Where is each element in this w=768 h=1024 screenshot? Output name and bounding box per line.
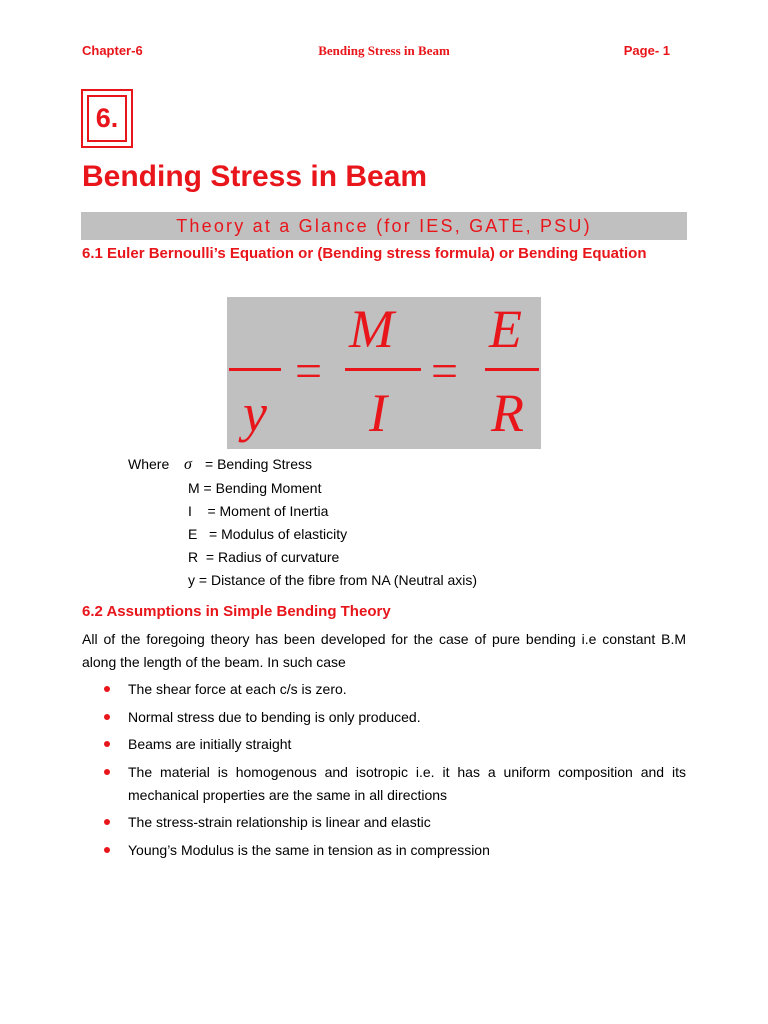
- list-item: [82, 733, 686, 756]
- list-item: [82, 761, 686, 807]
- fraction-bar-3: [485, 368, 539, 371]
- bullet-icon: [104, 714, 110, 720]
- fraction-bar-1: [229, 368, 281, 371]
- section-6-1-heading: 6.1 Euler Bernoulli’s Equation or (Bending stress formula) or Bending Equation: [82, 245, 647, 262]
- bending-equation: [227, 297, 541, 449]
- sigma-glyph: σ: [184, 456, 192, 473]
- section-6-2-paragraph: All of the foregoing theory has been developed for the case of pure bending i.e constant B.M along the length of the beam. In such case: [82, 631, 686, 670]
- assumptions-list: [82, 678, 686, 866]
- list-item: [82, 839, 686, 862]
- where-label: Where: [128, 456, 170, 472]
- chapter-number: 6.: [87, 95, 127, 142]
- definition-m: M = Bending Moment: [188, 480, 322, 496]
- sigma-symbol: [184, 456, 192, 474]
- section-6-2-heading: 6.2 Assumptions in Simple Bending Theory: [82, 603, 391, 620]
- fraction-bar-2: [345, 368, 421, 371]
- equals-sign-2: =: [431, 345, 459, 398]
- list-item: [82, 811, 686, 834]
- definition-sigma: = Bending Stress: [205, 456, 313, 472]
- page-header: [82, 43, 686, 61]
- definition-e: E = Modulus of elasticity: [188, 526, 348, 542]
- list-item-text: Normal stress due to bending is only produced.: [128, 708, 421, 725]
- bullet-icon: [104, 686, 110, 692]
- list-item: [82, 706, 686, 729]
- header-title: Bending Stress in Beam: [318, 43, 450, 58]
- formula-denominator-y: y: [243, 383, 267, 443]
- formula-denominator-r: R: [491, 383, 524, 443]
- bullet-icon: [104, 847, 110, 853]
- page-title: Bending Stress in Beam: [82, 160, 428, 193]
- formula-denominator-i: I: [369, 383, 387, 443]
- chapter-number-box: [81, 89, 133, 148]
- equals-sign-1: =: [295, 345, 323, 398]
- definition-y: y = Distance of the fibre from NA (Neutral axis): [188, 572, 478, 588]
- chapter-label: Chapter-6: [82, 43, 143, 58]
- definition-i: I = Moment of Inertia: [188, 503, 329, 519]
- list-item-text: The stress-strain relationship is linear and elastic: [128, 814, 431, 830]
- bullet-icon: [104, 769, 110, 775]
- page-number: Page- 1: [623, 43, 670, 58]
- list-item-text: Beams are initially straight: [128, 736, 292, 752]
- definition-r: R = Radius of curvature: [188, 549, 340, 565]
- bullet-icon: [104, 741, 110, 747]
- list-item-text: The material is homogenous and isotropic i.e. it has a uniform composition and its mechanical properties are the same in all directions: [128, 763, 686, 803]
- formula-numerator-e: E: [489, 299, 522, 359]
- list-item-text: Young’s Modulus is the same in tension as in compression: [128, 841, 490, 858]
- theory-band: Theory at a Glance (for IES, GATE, PSU): [81, 212, 687, 240]
- list-item: [82, 678, 686, 701]
- bullet-icon: [104, 819, 110, 825]
- formula-numerator-m: M: [349, 299, 394, 359]
- list-item-text: The shear force at each c/s is zero.: [128, 681, 347, 697]
